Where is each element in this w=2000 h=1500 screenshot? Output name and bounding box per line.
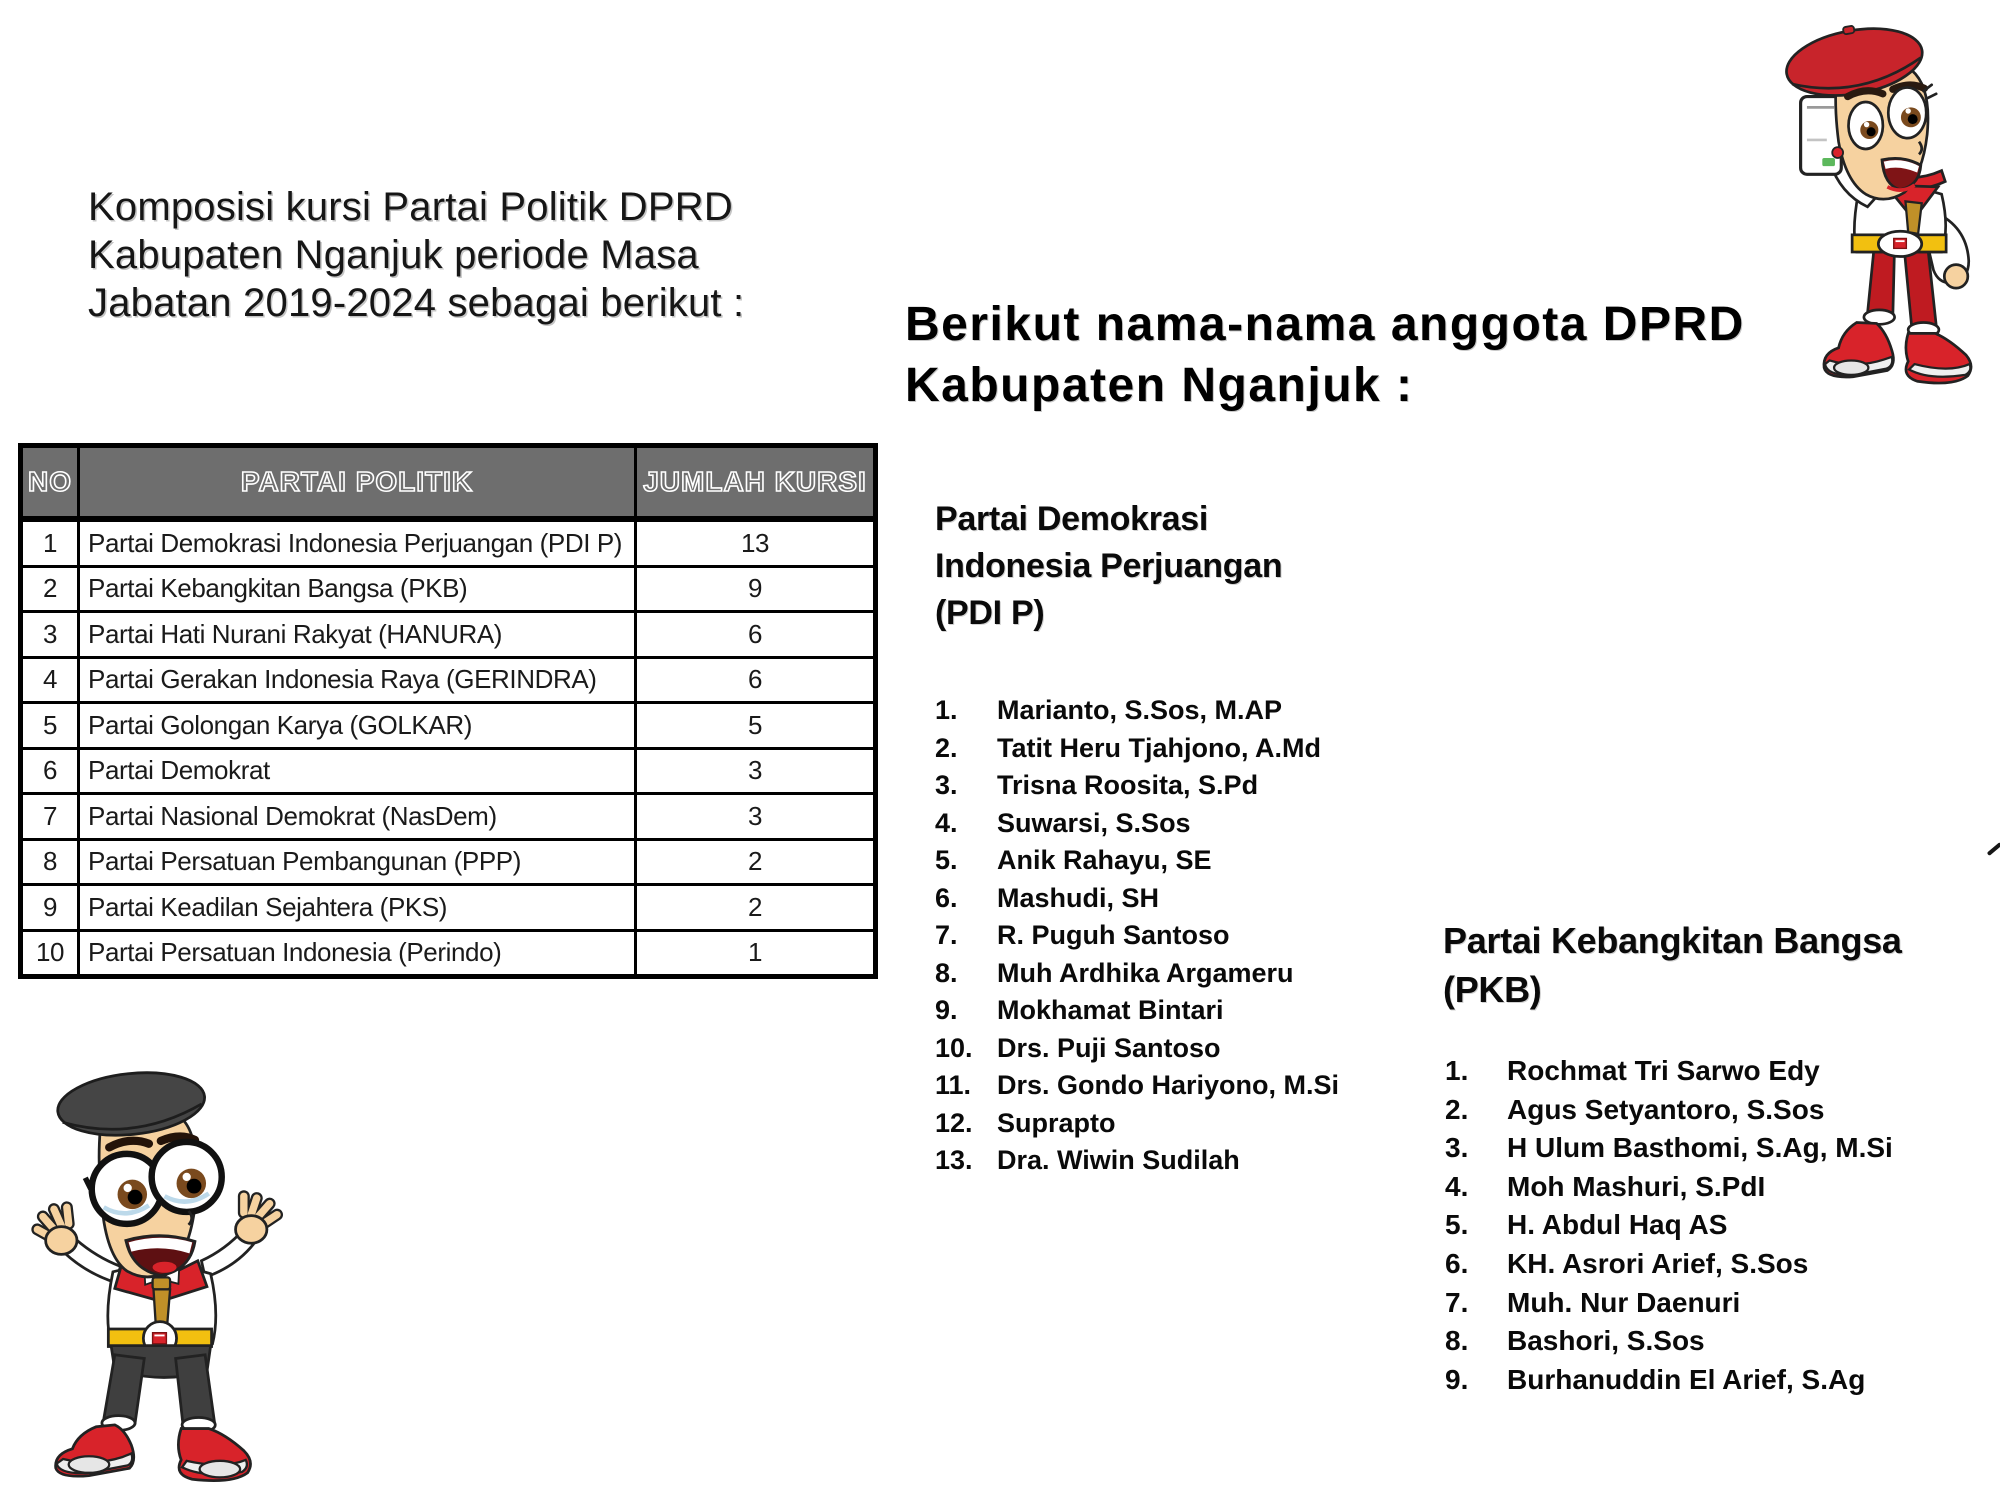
stray-mark <box>1987 842 2000 856</box>
party-row <box>21 519 876 566</box>
member-name: Moh Mashuri, S.PdI <box>1507 1170 1766 1202</box>
open-hand <box>236 1196 277 1243</box>
heading-line: Berikut nama-nama anggota DPRD <box>905 298 1745 351</box>
list-item <box>935 955 1455 993</box>
member-number: 5. <box>1445 1209 1469 1241</box>
seat-count: 2 <box>636 885 876 931</box>
party-row <box>21 703 876 749</box>
title-line: (PKB) <box>1443 969 1542 1010</box>
seat-count: 13 <box>636 519 876 566</box>
party-row <box>21 794 876 840</box>
member-name: Burhanuddin El Arief, S.Ag <box>1507 1363 1866 1395</box>
list-item <box>935 805 1455 843</box>
list-item <box>935 1030 1455 1068</box>
title-line: Kabupaten Nganjuk periode Masa <box>88 233 699 277</box>
seat-composition-title <box>88 183 768 327</box>
member-number: 8. <box>1445 1325 1469 1357</box>
party-name: Partai Demokrasi Indonesia Perjuangan (PDI P) <box>79 519 636 566</box>
list-item <box>1445 1168 2000 1207</box>
party-row <box>21 748 876 794</box>
member-name: Drs. Gondo Hariyono, M.Si <box>997 1070 1340 1100</box>
seat-count: 9 <box>636 566 876 612</box>
member-name: H Ulum Basthomi, S.Ag, M.Si <box>1507 1132 1893 1164</box>
member-name: Dra. Wiwin Sudilah <box>997 1145 1240 1175</box>
member-name: Anik Rahayu, SE <box>997 845 1212 875</box>
column-header-seats: JUMLAH KURSI <box>636 446 876 520</box>
member-number: 4. <box>935 807 958 838</box>
member-number: 5. <box>935 845 958 875</box>
member-name: KH. Asrori Arief, S.Sos <box>1507 1247 1809 1279</box>
members-heading <box>905 294 1805 416</box>
member-number: 1. <box>1445 1055 1469 1086</box>
list-item <box>1445 1284 2000 1323</box>
kpu-mascot-female-icon <box>1750 4 1985 406</box>
party-row <box>21 839 876 885</box>
title-line: Indonesia Perjuangan <box>935 547 1283 585</box>
seat-composition-table <box>18 443 878 979</box>
ballot-box-logo-icon <box>153 1333 167 1344</box>
open-hand <box>37 1207 77 1254</box>
member-name: H. Abdul Haq AS <box>1507 1209 1728 1241</box>
row-number: 10 <box>21 930 79 977</box>
list-item <box>1445 1091 2000 1130</box>
seat-count: 3 <box>636 794 876 840</box>
party-name: Partai Persatuan Indonesia (Perindo) <box>79 930 636 977</box>
list-item <box>935 692 1455 730</box>
title-line: Partai Demokrasi <box>935 500 1209 538</box>
ballot-box-logo-icon <box>1894 238 1907 248</box>
kpu-mascot-male-icon <box>6 1044 301 1496</box>
row-number: 3 <box>21 612 79 658</box>
party-row <box>21 566 876 612</box>
row-number: 9 <box>21 885 79 931</box>
title-line: (PDI P) <box>935 594 1045 632</box>
list-item <box>1445 1206 2000 1245</box>
seat-count: 3 <box>636 748 876 794</box>
pkb-member-list <box>1445 1052 2000 1399</box>
pdip-member-list <box>935 692 1455 1180</box>
member-name: Trisna Roosita, S.Pd <box>997 770 1259 800</box>
party-name: Partai Nasional Demokrat (NasDem) <box>79 794 636 840</box>
column-header-party: PARTAI POLITIK <box>79 446 636 520</box>
member-name: Bashori, S.Sos <box>1507 1325 1705 1357</box>
member-number: 3. <box>1445 1132 1469 1164</box>
member-number: 1. <box>935 695 958 725</box>
list-item <box>935 730 1455 768</box>
member-number: 10. <box>935 1032 973 1063</box>
member-name: Suwarsi, S.Sos <box>997 807 1191 838</box>
member-name: Suprapto <box>997 1107 1116 1138</box>
row-number: 6 <box>21 748 79 794</box>
member-number: 13. <box>935 1145 973 1175</box>
member-number: 8. <box>935 957 958 988</box>
party-row <box>21 930 876 977</box>
seat-count: 6 <box>636 657 876 703</box>
row-number: 1 <box>21 519 79 566</box>
seat-count: 2 <box>636 839 876 885</box>
party-name: Partai Keadilan Sejahtera (PKS) <box>79 885 636 931</box>
party-name: Partai Hati Nurani Rakyat (HANURA) <box>79 612 636 658</box>
list-item <box>1445 1052 2000 1091</box>
seat-count: 5 <box>636 703 876 749</box>
party-row <box>21 885 876 931</box>
title-line: Jabatan 2019-2024 sebagai berikut : <box>88 281 745 325</box>
party-name: Partai Persatuan Pembangunan (PPP) <box>79 839 636 885</box>
member-name: Muh. Nur Daenuri <box>1507 1286 1741 1318</box>
row-number: 4 <box>21 657 79 703</box>
party-name: Partai Golongan Karya (GOLKAR) <box>79 703 636 749</box>
list-item <box>935 917 1455 955</box>
member-number: 4. <box>1445 1170 1469 1202</box>
title-line: Partai Kebangkitan Bangsa <box>1443 920 1902 961</box>
column-header-no: NO <box>21 446 79 520</box>
pdip-section-title <box>935 496 1535 637</box>
member-number: 2. <box>935 732 958 763</box>
heading-line: Kabupaten Nganjuk : <box>905 359 1414 412</box>
title-line: Komposisi kursi Partai Politik DPRD <box>88 185 733 229</box>
list-item <box>1445 1361 2000 1400</box>
party-row <box>21 612 876 658</box>
seat-count: 6 <box>636 612 876 658</box>
list-item <box>935 1142 1455 1180</box>
list-item <box>935 767 1455 805</box>
list-item <box>935 1105 1455 1143</box>
member-number: 7. <box>935 920 958 950</box>
member-number: 6. <box>935 882 958 913</box>
member-name: Drs. Puji Santoso <box>997 1032 1221 1063</box>
row-number: 7 <box>21 794 79 840</box>
member-number: 7. <box>1445 1286 1469 1318</box>
list-item <box>935 1067 1455 1105</box>
member-name: Mokhamat Bintari <box>997 995 1224 1025</box>
member-name: Mashudi, SH <box>997 882 1160 913</box>
member-name: Rochmat Tri Sarwo Edy <box>1507 1055 1820 1086</box>
row-number: 2 <box>21 566 79 612</box>
row-number: 5 <box>21 703 79 749</box>
member-name: Agus Setyantoro, S.Sos <box>1507 1093 1825 1125</box>
member-number: 9. <box>1445 1363 1469 1395</box>
member-name: Marianto, S.Sos, M.AP <box>997 695 1283 725</box>
table-header-row <box>21 446 876 520</box>
member-name: R. Puguh Santoso <box>997 920 1230 950</box>
pkb-section-title <box>1443 916 2000 1014</box>
member-number: 9. <box>935 995 958 1025</box>
list-item <box>1445 1322 2000 1361</box>
member-number: 6. <box>1445 1247 1469 1279</box>
member-name: Tatit Heru Tjahjono, A.Md <box>997 732 1321 763</box>
party-name: Partai Kebangkitan Bangsa (PKB) <box>79 566 636 612</box>
member-number: 11. <box>935 1070 972 1100</box>
member-number: 12. <box>935 1107 973 1138</box>
party-name: Partai Gerakan Indonesia Raya (GERINDRA) <box>79 657 636 703</box>
list-item <box>1445 1129 2000 1168</box>
list-item <box>935 842 1455 880</box>
party-name: Partai Demokrat <box>79 748 636 794</box>
list-item <box>935 992 1455 1030</box>
list-item <box>1445 1245 2000 1284</box>
member-name: Muh Ardhika Argameru <box>997 957 1294 988</box>
list-item <box>935 880 1455 918</box>
member-number: 2. <box>1445 1093 1469 1125</box>
seat-count: 1 <box>636 930 876 977</box>
party-row <box>21 657 876 703</box>
member-number: 3. <box>935 770 958 800</box>
row-number: 8 <box>21 839 79 885</box>
